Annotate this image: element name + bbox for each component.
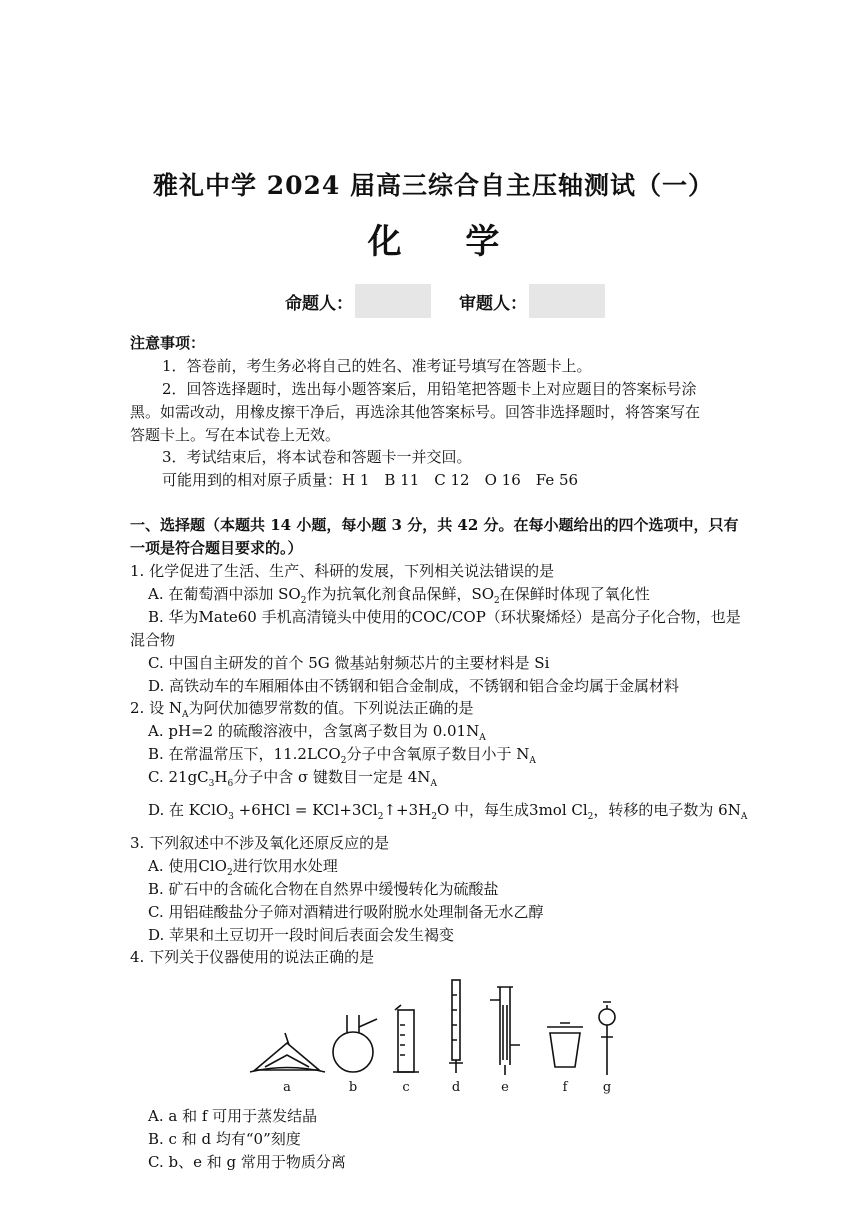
author-redacted: [355, 284, 431, 318]
reviewer-redacted: [529, 284, 605, 318]
notice-item-2-cont: 答题卡上。写在本试卷上无效。: [130, 426, 341, 444]
question-2-option-c: C. $21gC_3H_6$分子中含 σ 键数目一定是 $4N_A$: [148, 768, 437, 789]
burette-icon: [449, 980, 463, 1073]
subject-title: 化 学: [367, 222, 526, 262]
apparatus-label-e: e: [501, 1080, 509, 1095]
apparatus-label-g: g: [602, 1080, 612, 1095]
question-3-option-d: D. 苹果和土豆切开一段时间后表面会发生褐变: [148, 926, 455, 944]
question-3-stem: 3. 下列叙述中不涉及氧化还原反应的是: [130, 834, 390, 852]
apparatus-label-c: c: [402, 1080, 410, 1095]
question-1-option-a: A. 在葡萄酒中添加 $SO_2$作为抗氧化剂食品保鲜，$SO_2$在保鲜时体现了氧化性: [148, 585, 650, 606]
notice-item-2: 2．回答选择题时，选出每小题答案后，用铅笔把答题卡上对应题目的答案标号涂: [162, 380, 697, 398]
question-3-option-b: B. 矿石中的含硫化合物在自然界中缓慢转化为硫酸盐: [148, 880, 499, 898]
crucible-icon: [547, 1023, 583, 1067]
graduated-cylinder-icon: [393, 1005, 419, 1072]
question-3-option-c: C. 用铝硅酸盐分子筛对酒精进行吸附脱水处理制备无水乙醇: [148, 903, 544, 921]
notice-item-3: 3．考试结束后，将本试卷和答题卡一并交回。: [162, 448, 472, 466]
question-2-option-a: A. pH=2 的硫酸溶液中，含氢离子数目为 $0.01N_A$: [148, 722, 486, 743]
question-3-option-a: A. 使用ClO$_2$进行饮用水处理: [148, 857, 338, 878]
question-1-option-b: B. 华为Mate60 手机高清镜头中使用的COC/COP（环状聚烯烃）是高分子化合物，也是: [148, 608, 741, 626]
condenser-icon: [490, 987, 520, 1075]
question-1-option-d: D. 高铁动车的车厢厢体由不锈钢和铝合金制成，不锈钢和铝合金均属于金属材料: [148, 677, 680, 695]
distillation-flask-icon: [333, 1015, 377, 1072]
question-1-stem: 1. 化学促进了生活、生产、科研的发展，下列相关说法错误的是: [130, 562, 555, 580]
question-2-option-d: D. 在 KClO$_3$ $+6HCl = KCl+3Cl_2↑+3H_2O$ 中，每生成3mol $Cl_2$，转移的电子数为 $6N_A$: [148, 801, 748, 822]
question-4-stem: 4. 下列关于仪器使用的说法正确的是: [130, 948, 375, 966]
apparatus-label-a: a: [283, 1080, 291, 1095]
question-4-option-b: B. c 和 d 均有“0”刻度: [148, 1130, 301, 1148]
atomic-masses: 可能用到的相对原子质量：H 1 B 11 C 12 O 16 Fe 56: [162, 471, 579, 489]
clay-triangle-icon: [250, 1033, 325, 1072]
question-4-option-c: C. b、e 和 g 常用于物质分离: [148, 1153, 346, 1171]
exam-title: 雅礼中学 2024 届高三综合自主压轴测试（一）: [153, 171, 714, 200]
apparatus-label-d: d: [451, 1080, 461, 1095]
lab-apparatus-figure: [235, 975, 635, 1100]
question-1-option-c: C. 中国自主研发的首个 5G 微基站射频芯片的主要材料是 Si: [148, 654, 550, 672]
question-1-option-b-cont: 混合物: [130, 631, 176, 649]
notice-heading: 注意事项：: [130, 334, 206, 352]
reviewer-label: 审题人：: [459, 293, 527, 314]
notice-item-2-cont: 黑。如需改动，用橡皮擦干净后，再选涂其他答案标号。回答非选择题时，将答案写在: [130, 403, 701, 421]
reviewer-field: [459, 284, 605, 318]
question-2-option-b: B. 在常温常压下，$11.2LCO_2$分子中含氧原子数目小于 $N_A$: [148, 745, 536, 766]
apparatus-label-f: f: [562, 1080, 568, 1095]
author-label: 命题人：: [285, 293, 353, 314]
notice-item-1: 1．答卷前，考生务必将自己的姓名、准考证号填写在答题卡上。: [162, 357, 592, 375]
question-2-stem: 2. 设 $N_A$为阿伏加德罗常数的值。下列说法正确的是: [130, 699, 474, 720]
apparatus-label-b: b: [348, 1080, 358, 1095]
question-4-option-a: A. a 和 f 可用于蒸发结晶: [148, 1107, 318, 1125]
separatory-funnel-icon: [599, 1002, 615, 1075]
author-field: [285, 284, 431, 318]
section-heading: 一、选择题（本题共 14 小题，每小题 3 分，共 42 分。在每小题给出的四个选项中，只有: [130, 516, 739, 534]
section-heading-cont: 一项是符合题目要求的。）: [130, 539, 303, 557]
